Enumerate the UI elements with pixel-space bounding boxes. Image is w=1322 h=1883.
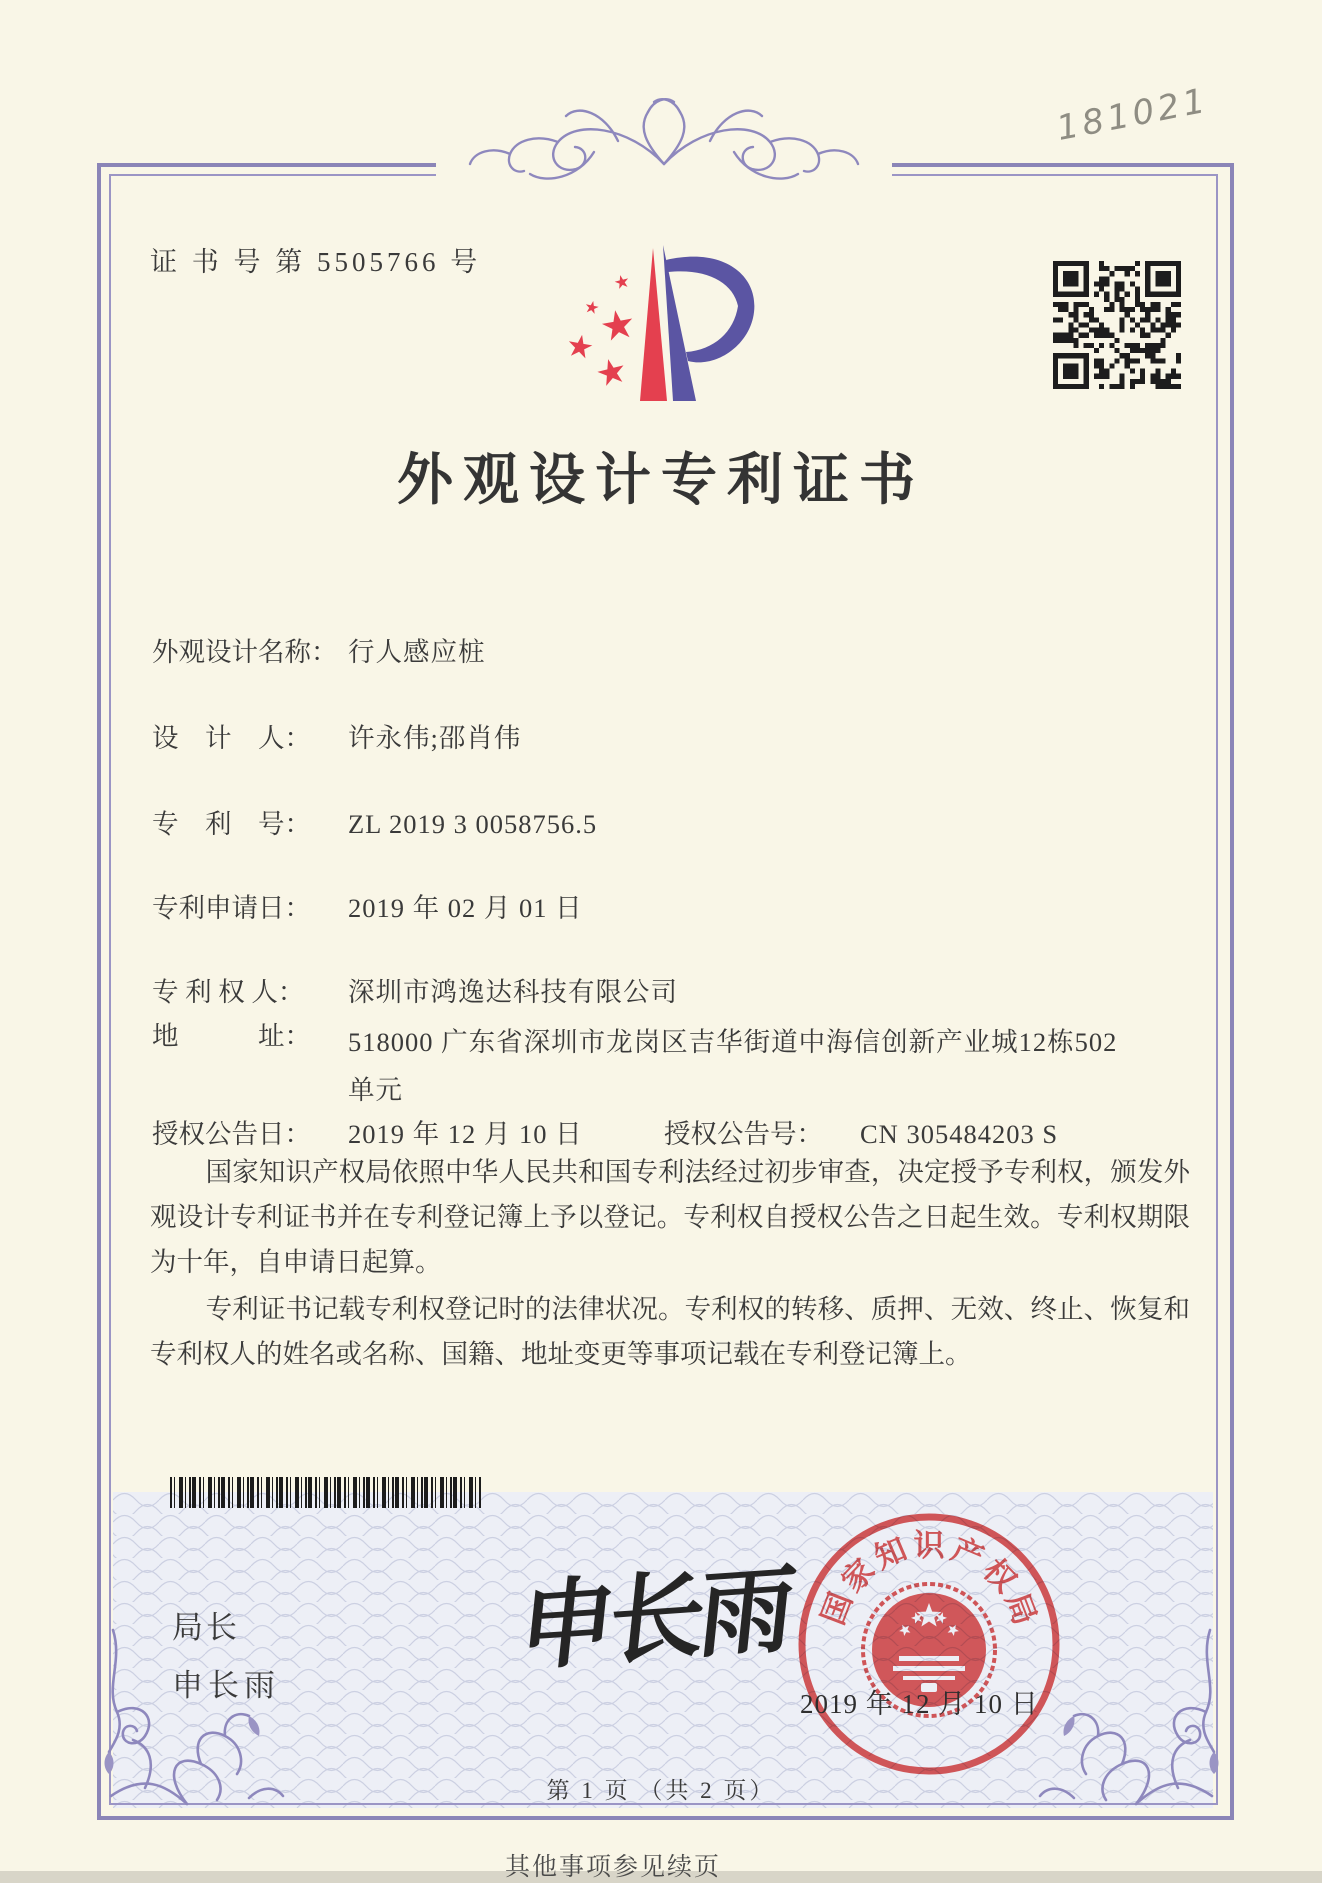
field-address: 地 址： 518000 广东省深圳市龙岗区吉华街道中海信创新产业城12栋502单元 xyxy=(152,1021,1118,1105)
cnipa-logo xyxy=(540,198,790,408)
field-design-name: 外观设计名称： 行人感应桩 xyxy=(152,637,486,667)
svg-text:识: 识 xyxy=(913,1528,945,1563)
logo-monument xyxy=(630,238,790,406)
svg-text:知: 知 xyxy=(869,1531,912,1576)
clipped-bottom-text: 其他事项参见续页 xyxy=(505,1854,722,1881)
field-designer: 设 计 人： 许永伟;邵肖伟 xyxy=(152,723,522,753)
svg-text:产: 产 xyxy=(946,1531,989,1576)
svg-text:局: 局 xyxy=(999,1587,1043,1630)
director-title: 局长 xyxy=(172,1610,240,1645)
barcode xyxy=(170,1477,482,1508)
svg-text:家: 家 xyxy=(834,1552,882,1599)
qr-code xyxy=(1053,261,1181,389)
page-number: 第 1 页 （共 2 页） xyxy=(546,1778,776,1803)
star-icon: ★ xyxy=(611,270,633,295)
field-patentee: 专 利 权 人： 深圳市鸿逸达科技有限公司 xyxy=(152,977,678,1007)
director-name: 申长雨 xyxy=(172,1668,280,1703)
legal-paragraph-2: 专利证书记载专利权登记时的法律状况。专利权的转移、质押、无效、终止、恢复和专利权人的姓名或名称、国籍、地址变更等事项记载在专利登记簿上。 xyxy=(150,1294,1190,1369)
field-patent-number: 专 利 号： ZL 2019 3 0058756.5 xyxy=(152,809,598,839)
svg-text:权: 权 xyxy=(976,1552,1024,1599)
certificate-fields xyxy=(152,634,1198,1152)
top-flourish-ornament xyxy=(418,86,910,186)
field-grant-row: 授权公告日： 2019 年 12 月 10 日 授权公告号： CN 305484203 S xyxy=(152,1119,1059,1149)
seal-date: 2019 年 12 月 10 日 xyxy=(800,1689,1039,1719)
legal-text xyxy=(150,1150,1190,1377)
star-icon: ★ xyxy=(591,349,632,397)
certificate-title: 外观设计专利证书 xyxy=(397,450,925,512)
official-seal xyxy=(783,1498,1075,1790)
svg-text:国: 国 xyxy=(815,1587,859,1630)
legal-paragraph-1: 国家知识产权局依照中华人民共和国专利法经过初步审查，决定授予专利权，颁发外观设计专利证书并在专利登记簿上予以登记。专利权自授权公告之日起生效。专利权期限为十年，自申请日起算。 xyxy=(150,1157,1190,1277)
field-filing-date: 专利申请日： 2019 年 02 月 01 日 xyxy=(152,893,583,923)
handwritten-note: 181021 xyxy=(1053,80,1213,149)
star-icon: ★ xyxy=(582,296,602,320)
star-icon: ★ xyxy=(563,326,597,368)
star-icon: ★ xyxy=(596,300,640,352)
certificate-number: 证 书 号 第 5505766 号 xyxy=(150,247,482,277)
director-signature: 申长雨 xyxy=(513,1555,795,1683)
